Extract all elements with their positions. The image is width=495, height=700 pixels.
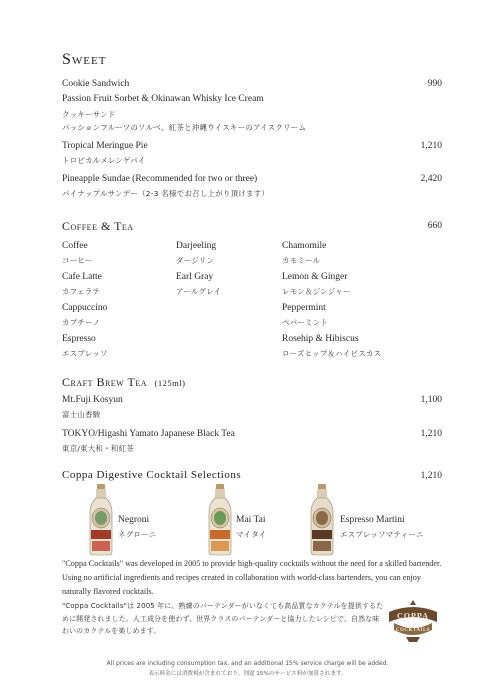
drink-name: Espresso xyxy=(62,334,96,344)
sweet-item-price: 2,420 xyxy=(420,174,442,184)
drink-name-jp: ローズヒップ＆ハイビスカス xyxy=(282,349,382,358)
drink-name: Cafe Latte xyxy=(62,272,102,282)
tea-name-jp: 東京/東大和・和紅茶 xyxy=(62,444,135,453)
drink-name-jp: レモン＆ジンジャー xyxy=(282,287,351,296)
tea-name: Mt.Fuji Kosyun xyxy=(62,395,123,405)
coppa-cocktails-logo xyxy=(384,598,442,644)
espresso-martini-bottle-image xyxy=(307,484,337,556)
drink-name: Rosehip & Hibiscus xyxy=(282,334,359,344)
footer-note-jp: 表示料金には消費税が含まれており、別途 15%のサービス料が加算されます。 xyxy=(148,671,347,677)
drink-name-jp: アールグレイ xyxy=(176,287,222,296)
drink-name: Chamomile xyxy=(282,241,327,251)
cocktail-name: Espresso Martini xyxy=(340,515,405,525)
craft-brew-volume: (125ml) xyxy=(154,378,186,388)
craft-brew-title: Craft Brew Tea xyxy=(62,375,148,389)
sweet-item-name-jp: パイナップルサンデー（2-3 名様でお召し上がり頂けます） xyxy=(62,189,270,198)
sweet-item-name: Tropical Meringue Pie xyxy=(62,141,148,151)
cocktail-name-jp: マイタイ xyxy=(236,530,267,539)
sweet-item-name: Pineapple Sundae (Recommended for two or three) xyxy=(62,174,258,184)
craft-brew-section-title xyxy=(62,373,185,391)
drink-name-jp: コーヒー xyxy=(62,256,93,265)
sweet-item-name-jp: トロピカルメレンゲパイ xyxy=(62,156,146,165)
drink-name-jp: カプチーノ xyxy=(62,318,101,327)
sweet-item-name: Cookie Sandwich xyxy=(62,79,130,89)
coppa-description-jp: "Coppa Cocktails"は 2005 年に、熟練のバーテンダーがいなくても高品質なカクテルを提供するために開発されました。人工成分を使わず、世界クラスのバーテンダーと協力したレシピで、自然な味わいのカクテルを楽しめます。 xyxy=(62,602,384,635)
tea-name: TOKYO/Higashi Yamato Japanese Black Tea xyxy=(62,429,235,439)
sweet-item-price: 1,210 xyxy=(420,141,442,151)
sweet-item-description: Passion Fruit Sorbet & Okinawan Whisky Ice Cream xyxy=(62,94,264,104)
tea-name-jp: 富士山香駿 xyxy=(62,410,101,419)
coffee-tea-section-title: Coffee & Tea xyxy=(62,219,134,233)
mai-tai-bottle-image xyxy=(205,484,235,556)
coppa-price: 1,210 xyxy=(420,471,442,481)
coppa-section-title: Coppa Digestive Cocktail Selections xyxy=(62,469,242,481)
negroni-bottle-image xyxy=(86,484,116,556)
drink-name: Earl Gray xyxy=(176,272,214,282)
sweet-section-title: Sweet xyxy=(62,51,107,68)
drink-name-jp: カモミール xyxy=(282,256,321,265)
coffee-tea-price: 660 xyxy=(427,221,442,231)
coppa-description-en: "Coppa Cocktails" was developed in 2005 to provide high-quality cocktails without the need for a skilled bartender. Using no artificial ingredients and recipes created in collaboration with world-class bartenders, you can enjoy naturally flavored cocktails. xyxy=(62,559,442,596)
cocktail-name-jp: ネグローニ xyxy=(118,530,157,539)
sweet-item-name-jp: クッキーサンド xyxy=(62,110,116,119)
drink-name-jp: カフェラテ xyxy=(62,287,101,296)
cocktail-name-jp: エスプレッソマティーニ xyxy=(340,530,424,539)
sweet-item-price: 990 xyxy=(427,79,442,89)
cocktail-name: Negroni xyxy=(118,515,150,525)
drink-name: Lemon & Ginger xyxy=(282,272,348,282)
tea-price: 1,210 xyxy=(420,429,442,439)
tea-price: 1,100 xyxy=(420,395,442,405)
drink-name: Darjeeling xyxy=(176,241,217,251)
drink-name: Coffee xyxy=(62,241,88,251)
sweet-item-description-jp: パッションフルーツのソルベ、紅茶と沖縄ウイスキーのアイスクリーム xyxy=(62,123,307,132)
drink-name-jp: ペパーミント xyxy=(282,318,329,327)
svg-text:COPPA: COPPA xyxy=(397,611,429,621)
drink-name: Cappuccino xyxy=(62,303,108,313)
footer-note-en: All prices are including consumption tax, and an additional 15% service charge will be added. xyxy=(106,660,389,667)
svg-text:COCKTAILS: COCKTAILS xyxy=(395,628,431,633)
drink-name-jp: ダージリン xyxy=(176,256,215,265)
drink-name: Peppermint xyxy=(282,303,326,313)
drink-name-jp: エスプレッソ xyxy=(62,349,108,358)
cocktail-name: Mai Tai xyxy=(236,515,266,525)
